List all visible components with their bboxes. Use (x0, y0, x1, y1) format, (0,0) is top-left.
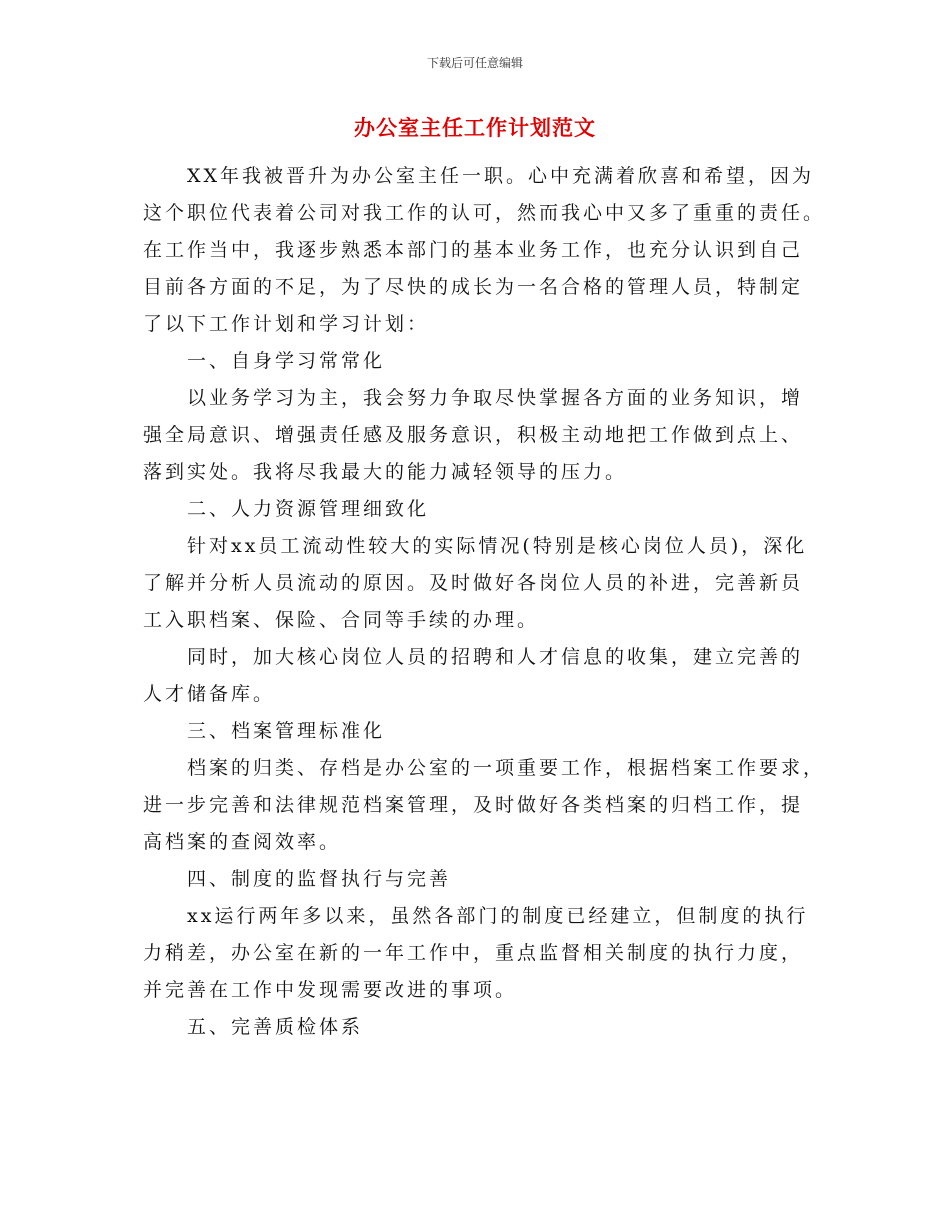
paragraph (143, 861, 807, 898)
paragraph (143, 158, 826, 343)
paragraph-line: XX年我被晋升为办公室主任一职。心中充满着欣喜和希望，因为 (187, 165, 815, 187)
paragraph-line: 工入职档案、保险、合同等手续的办理。 (143, 609, 540, 631)
document-title: 办公室主任工作计划范文 (354, 116, 596, 140)
paragraph-line: 以业务学习为主，我会努力争取尽快掌握各方面的业务知识，增 (187, 387, 804, 409)
paragraph (143, 528, 807, 639)
paragraph-line: 了以下工作计划和学习计划： (143, 313, 430, 335)
paragraph-line: 进一步完善和法律规范档案管理，及时做好各类档案的归档工作，提 (143, 794, 804, 816)
paragraph-line: 一、自身学习常常化 (187, 350, 386, 372)
paragraph (143, 343, 807, 380)
paragraph (143, 639, 807, 713)
paragraph (143, 380, 807, 491)
paragraph-line: 在工作当中，我逐步熟悉本部门的基本业务工作，也充分认识到自己 (143, 239, 804, 261)
paragraph-line: 目前各方面的不足，为了尽快的成长为一名合格的管理人员，特制定 (143, 276, 804, 298)
paragraph-line: 档案的归类、存档是办公室的一项重要工作，根据档案工作要求， (187, 757, 826, 779)
paragraph (143, 750, 826, 861)
paragraph-line: 这个职位代表着公司对我工作的认可，然而我心中又多了重重的责任。 (143, 202, 826, 224)
paragraph (143, 1009, 807, 1046)
header-note: 下载后可任意编辑 (426, 56, 523, 70)
paragraph (143, 491, 807, 528)
paragraph-line: 落到实处。我将尽我最大的能力减轻领导的压力。 (143, 461, 628, 483)
paragraph-line: 力稍差，办公室在新的一年工作中，重点监督相关制度的执行力度， (143, 942, 804, 964)
paragraph-line: 了解并分析人员流动的原因。及时做好各岗位人员的补进，完善新员 (143, 572, 804, 594)
paragraph (143, 713, 807, 750)
paragraph-line: xx运行两年多以来，虽然各部门的制度已经建立，但制度的执行 (187, 905, 809, 927)
paragraph-line: 二、人力资源管理细致化 (187, 498, 430, 520)
paragraph-line: 强全局意识、增强责任感及服务意识，积极主动地把工作做到点上、 (143, 424, 804, 446)
paragraph-line: 人才储备库。 (143, 683, 276, 705)
paragraph-line: 同时，加大核心岗位人员的招聘和人才信息的收集，建立完善的 (187, 646, 804, 668)
paragraph-line: 高档案的查阅效率。 (143, 831, 342, 853)
paragraph-line: 针对xx员工流动性较大的实际情况(特别是核心岗位人员)，深化 (187, 535, 808, 557)
document-body (143, 158, 826, 1046)
paragraph-line: 五、完善质检体系 (187, 1016, 364, 1038)
paragraph-line: 三、档案管理标准化 (187, 720, 386, 742)
paragraph-line: 并完善在工作中发现需要改进的事项。 (143, 979, 518, 1001)
paragraph-line: 四、制度的监督执行与完善 (187, 868, 452, 890)
paragraph (143, 898, 807, 1009)
